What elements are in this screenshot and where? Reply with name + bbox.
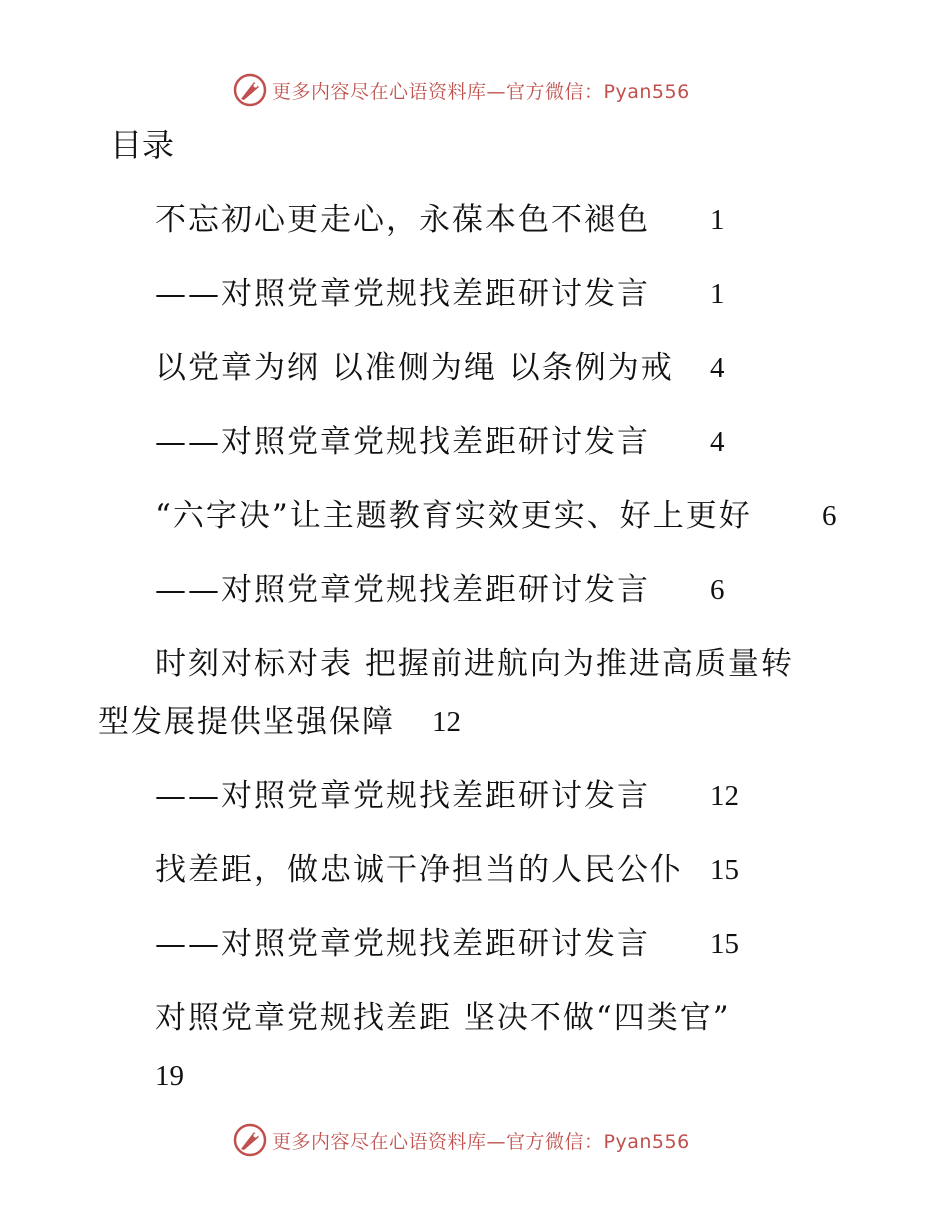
pen-nib-logo-icon xyxy=(232,1122,268,1158)
toc-entry-subtitle: ——对照党章党规找差距研讨发言 xyxy=(155,572,650,608)
toc-entry-title: 以党章为纲 以准侧为绳 以条例为戒 xyxy=(155,350,674,386)
toc-entry-page: 1 xyxy=(710,204,725,236)
toc-entry-title: 对照党章党规找差距 坚决不做“四类官” xyxy=(155,1000,731,1036)
watermark-text: 更多内容尽在心语资料库—官方微信：Pyan556 xyxy=(272,80,690,103)
toc-entry-title: “六字决”让主题教育实效更实、好上更好 xyxy=(155,498,752,534)
toc-entry-title: 找差距，做忠诚干净担当的人民公仆 xyxy=(155,852,683,888)
toc-entry-page: 12 xyxy=(710,780,739,812)
toc-entry-page: 19 xyxy=(155,1060,184,1092)
toc-entry-page: 4 xyxy=(710,352,725,384)
toc-entry-page: 1 xyxy=(710,278,725,310)
toc-entry-page: 15 xyxy=(710,854,739,886)
toc-entry-subtitle: ——对照党章党规找差距研讨发言 xyxy=(155,276,650,312)
watermark-text: 更多内容尽在心语资料库—官方微信：Pyan556 xyxy=(272,1130,690,1153)
toc-entry-title: 时刻对标对表 把握前进航向为推进高质量转 xyxy=(155,646,794,682)
toc-entry-page: 4 xyxy=(710,426,725,458)
toc-entry-page: 12 xyxy=(432,706,461,738)
toc-entry-subtitle: ——对照党章党规找差距研讨发言 xyxy=(155,424,650,460)
toc-entry-title: 不忘初心更走心，永葆本色不褪色 xyxy=(155,202,650,238)
toc-entry-page: 6 xyxy=(822,500,837,532)
footer-watermark xyxy=(232,1120,690,1160)
toc-entry-title-continued: 型发展提供坚强保障 xyxy=(98,704,395,740)
toc-entry-subtitle: ——对照党章党规找差距研讨发言 xyxy=(155,778,650,814)
toc-entry-page: 6 xyxy=(710,574,725,606)
header-watermark xyxy=(232,70,690,110)
toc-title: 目录 xyxy=(110,126,175,164)
toc-entry-page: 15 xyxy=(710,928,739,960)
toc-entry-subtitle: ——对照党章党规找差距研讨发言 xyxy=(155,926,650,962)
pen-nib-logo-icon xyxy=(232,72,268,108)
